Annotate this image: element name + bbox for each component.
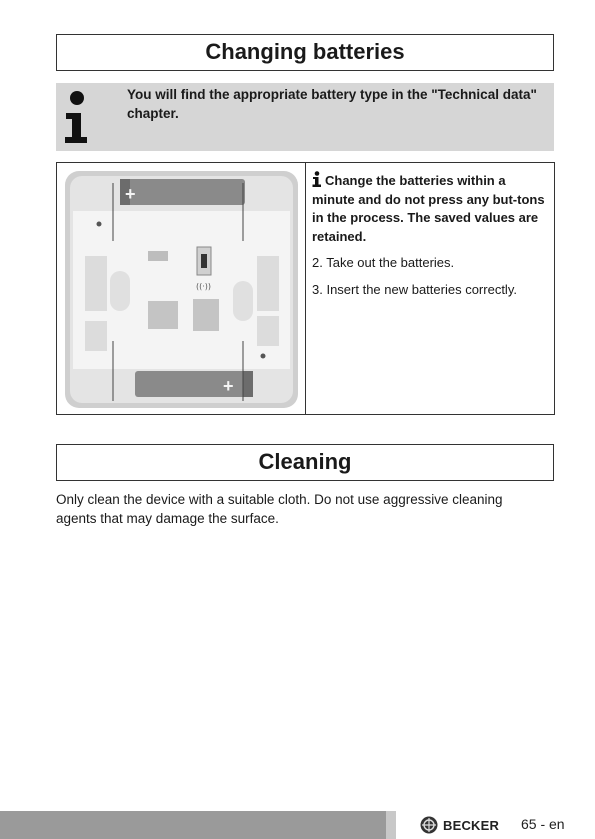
step-2: 2. Take out the batteries. xyxy=(312,255,455,270)
table-divider xyxy=(305,163,306,414)
becker-logo-icon xyxy=(420,816,438,834)
battery-instructions-table xyxy=(56,162,555,415)
info-icon xyxy=(312,171,322,187)
radio-signal-icon xyxy=(196,282,211,291)
section-title-changing-batteries: Changing batteries xyxy=(56,34,554,71)
page-number: 65 - en xyxy=(521,816,565,832)
info-icon xyxy=(62,89,92,145)
battery-plus-top: + xyxy=(125,184,136,204)
info-note-box xyxy=(56,83,554,151)
battery-plus-bottom: + xyxy=(223,376,234,396)
footer-bar xyxy=(0,811,386,839)
footer-brand xyxy=(420,816,499,834)
step-3: 3. Insert the new batteries correctly. xyxy=(312,281,517,297)
instruction-steps xyxy=(312,171,546,299)
step-1-text: Change the batteries within a minute and do not press any but-tons in the process. The saved values are retained. xyxy=(312,173,545,244)
footer-bar-end xyxy=(386,811,396,839)
step-1 xyxy=(312,171,546,246)
brand-name: BECKER xyxy=(443,817,500,833)
svg-text:((·)): ((·)) xyxy=(196,282,212,291)
info-note-text: You will find the appropriate battery type in the "Technical data" chapter. xyxy=(127,87,537,121)
battery-compartment-illustration xyxy=(65,171,298,408)
cleaning-text: Only clean the device with a suitable cloth. Do not use aggressive cleaning agents that may damage the surface. xyxy=(56,492,503,526)
section-title-cleaning: Cleaning xyxy=(56,444,554,481)
